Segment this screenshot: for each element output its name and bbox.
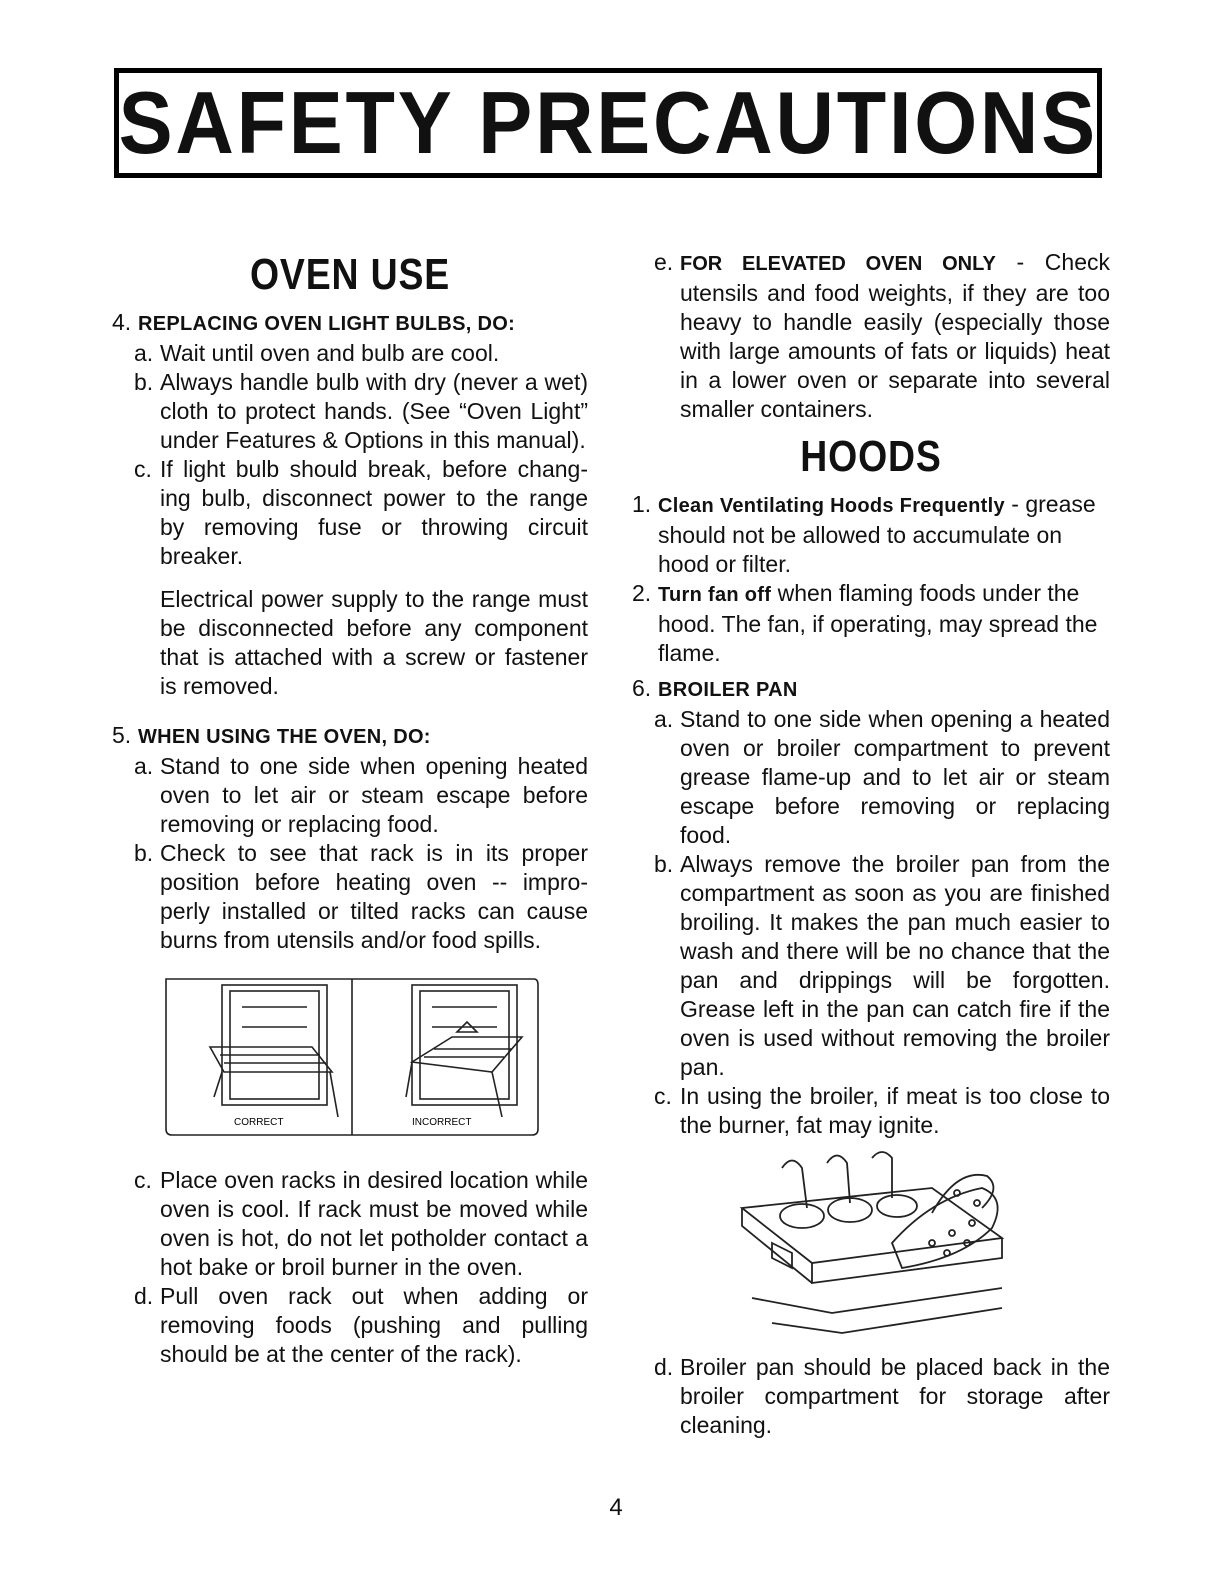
item-number: 4. xyxy=(112,309,132,335)
item-text: Always remove the broiler pan from the compartment as soon as you are finished broiling. It makes the pan much easier to wash and there will be no chance that the pan and drippings will be forgotten. Grease left in the pan can catch fire if the oven is used without removing the broiler pan. xyxy=(680,851,1110,1080)
item-text: - Check utensils and food weights, if they are too heavy to handle easily (especially those with large amounts of fats or liquids) heat in a lower oven or separate into several smaller containers. xyxy=(680,249,1111,422)
list-item xyxy=(112,339,588,368)
item-label: Clean Ventilating Hoods Frequently xyxy=(658,495,1005,517)
item-label: Turn fan off xyxy=(658,584,772,606)
list-item xyxy=(632,705,1110,850)
item-letter: a. xyxy=(134,340,154,366)
oven-use-heading: OVEN USE xyxy=(249,250,451,299)
item-letter: c. xyxy=(134,456,152,482)
item-4 xyxy=(112,308,588,339)
item-text: Wait until oven and bulb are cool. xyxy=(160,340,500,366)
item-letter: c. xyxy=(134,1167,152,1193)
item-number: 1. xyxy=(632,491,652,517)
list-item xyxy=(632,1353,1110,1440)
figure-label-correct: CORRECT xyxy=(234,1117,284,1128)
item-letter: e. xyxy=(654,249,674,275)
item-text: Broiler pan should be placed back in the broiler compartment for storage after cleaning. xyxy=(680,1354,1110,1438)
right-column xyxy=(632,248,1110,1440)
item-5 xyxy=(112,721,588,752)
hoods-item-1 xyxy=(632,490,1110,579)
item-label: WHEN USING THE OVEN, DO: xyxy=(138,726,431,748)
item-letter: a. xyxy=(134,753,154,779)
oven-rack-figure xyxy=(162,977,588,1144)
list-item xyxy=(632,850,1110,1082)
item-letter: d. xyxy=(134,1283,154,1309)
list-item xyxy=(112,455,588,571)
item-letter: d. xyxy=(654,1354,674,1380)
electrical-note: Electrical power supply to the range must be disconnected before any component that is attached with a screw or fastener is removed. xyxy=(160,586,588,699)
item-number: 6. xyxy=(632,675,652,701)
item-text: Always handle bulb with dry (never a wet) cloth to protect hands. (See “Oven Light” under Features & Options in this manual). xyxy=(160,369,588,453)
item-text: If light bulb should break, before chang-ing bulb, disconnect power to the range by removing fuse or throwing circuit breaker. xyxy=(160,456,588,569)
page-title: SAFETY PRECAUTIONS xyxy=(118,73,1098,172)
item-text: Check to see that rack is in its proper position before heating oven -- impro-perly installed or tilted racks can cause burns from utensils and/or food spills. xyxy=(160,840,588,953)
item-text: Place oven racks in desired location while oven is cool. If rack must be moved while oven is hot, do not let potholder contact a hot bake or broil burner in the oven. xyxy=(160,1167,588,1280)
item-letter: b. xyxy=(134,369,154,395)
item-text: In using the broiler, if meat is too close to the burner, fat may ignite. xyxy=(680,1083,1110,1138)
list-item xyxy=(112,368,588,455)
list-item xyxy=(632,1082,1110,1140)
page-number: 4 xyxy=(609,1494,623,1521)
item-number: 5. xyxy=(112,722,132,748)
item-6 xyxy=(632,674,1110,705)
item-label: BROILER PAN xyxy=(658,679,798,701)
list-item xyxy=(112,839,588,955)
left-column xyxy=(112,248,588,1369)
item-text: Pull oven rack out when adding or removing foods (pushing and pulling should be at the center of the rack). xyxy=(160,1283,588,1367)
figure-label-incorrect: INCORRECT xyxy=(412,1117,472,1128)
list-item xyxy=(632,248,1110,424)
broiler-figure xyxy=(732,1148,1110,1345)
item-text: - grease should not be allowed to accumulate on hood or filter. xyxy=(658,491,1096,577)
item-text: Stand to one side when opening a heated oven or broiler compartment to prevent grease flame-up and to let air or steam escape before removing or replacing food. xyxy=(680,706,1110,848)
hoods-item-2 xyxy=(632,579,1110,668)
item-label: FOR ELEVATED OVEN ONLY xyxy=(680,253,996,275)
oven-rack-illustration xyxy=(162,977,540,1137)
hoods-heading: HOODS xyxy=(800,432,942,481)
item-label: REPLACING OVEN LIGHT BULBS, DO: xyxy=(138,313,516,335)
item-letter: b. xyxy=(134,840,154,866)
item-letter: c. xyxy=(654,1083,672,1109)
broiler-pan-illustration xyxy=(732,1148,1012,1338)
list-item xyxy=(112,1166,588,1282)
item-text: when flaming foods under the hood. The fan, if operating, may spread the flame. xyxy=(658,580,1098,666)
item-number: 2. xyxy=(632,580,652,606)
title-box xyxy=(114,68,1102,178)
item-letter: a. xyxy=(654,706,674,732)
list-item xyxy=(112,1282,588,1369)
item-letter: b. xyxy=(654,851,674,877)
item-text: Stand to one side when opening heated oven to let air or steam escape before removing or replacing food. xyxy=(160,753,588,837)
list-item xyxy=(112,752,588,839)
